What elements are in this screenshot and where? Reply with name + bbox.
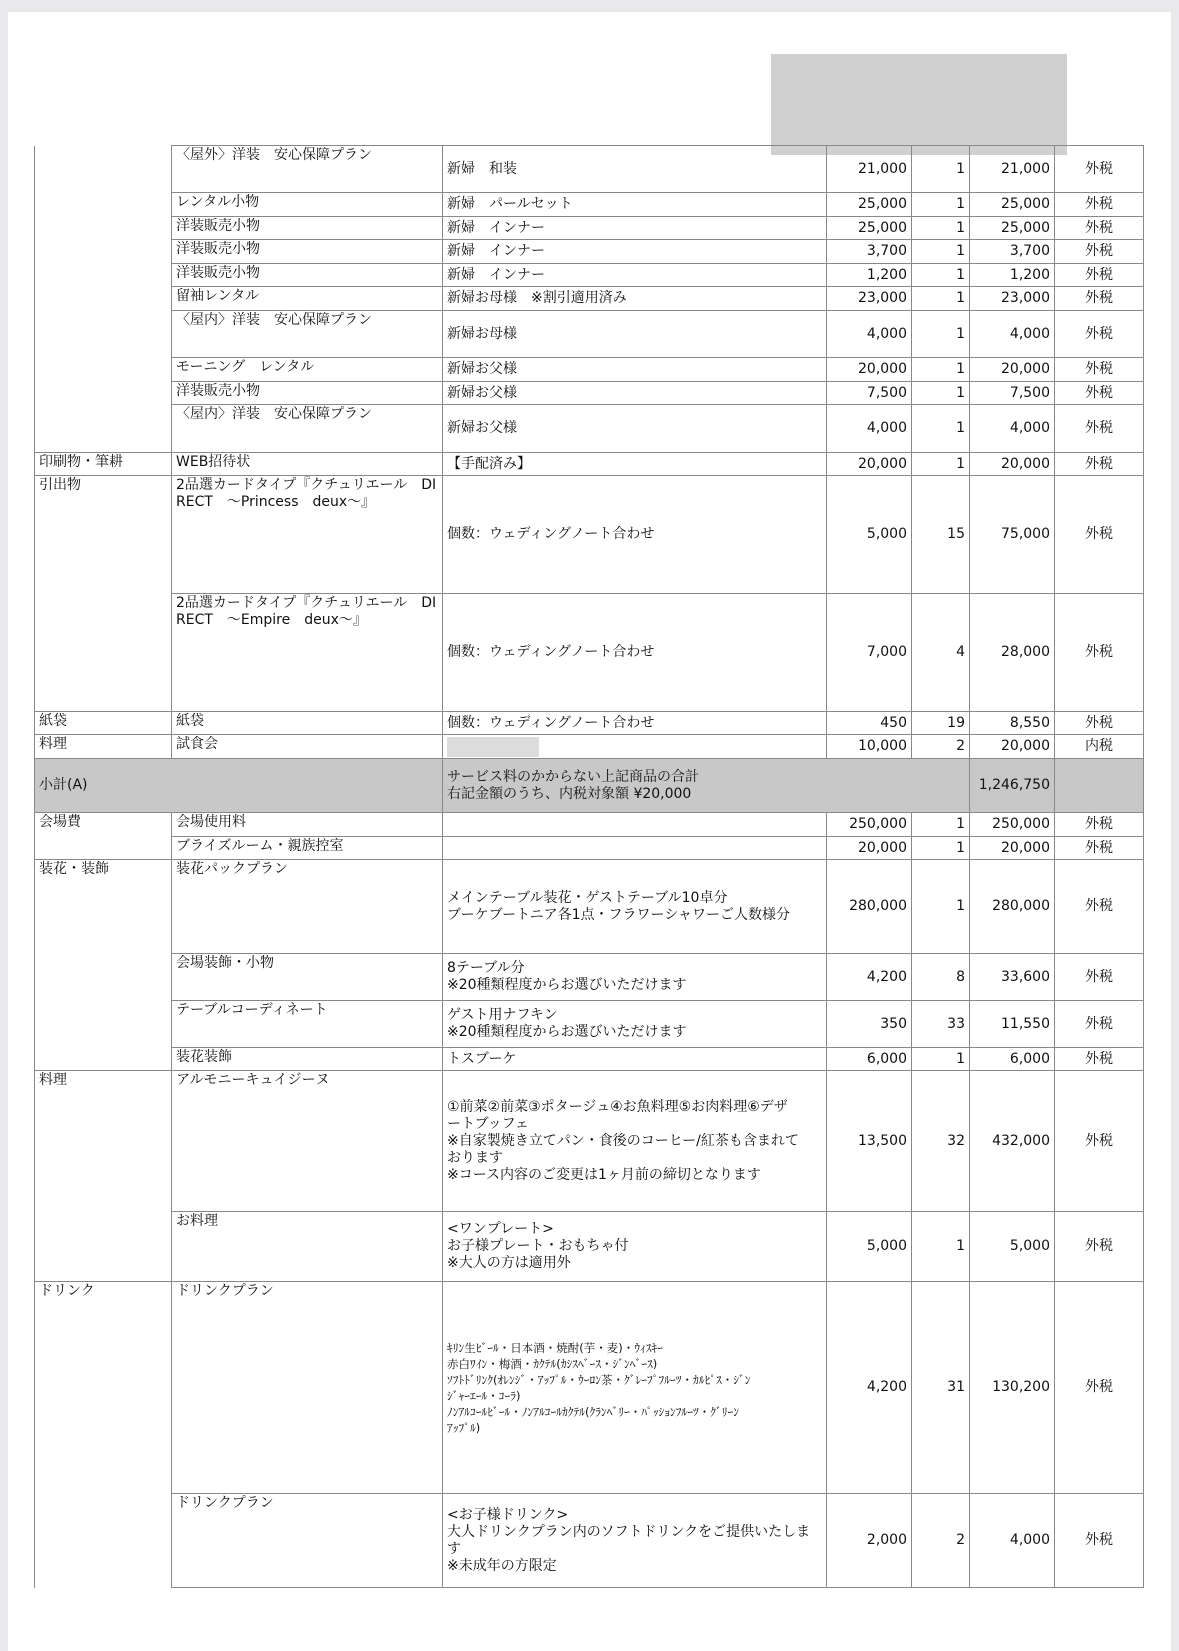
amount-cell: 8,550	[970, 712, 1055, 735]
tax-type-cell: 外税	[1055, 860, 1144, 954]
item-cell: 〈屋内〉洋装 安心保障プラン	[172, 311, 443, 358]
table-row	[35, 1212, 1144, 1282]
quantity-cell: 19	[912, 712, 970, 735]
quantity-cell: 1	[912, 453, 970, 476]
description-cell	[443, 735, 827, 759]
description-cell: ゲスト用ナフキン ※20種類程度からお選びいただけます	[443, 1001, 827, 1048]
description-cell: 新婦お母様	[443, 311, 827, 358]
table-row	[35, 311, 1144, 358]
item-cell: 洋装販売小物	[172, 217, 443, 240]
description-cell: <ワンプレート> お子様プレート・おもちゃ付 ※大人の方は適用外	[443, 1212, 827, 1282]
category-cell: 印刷物・筆耕	[35, 453, 172, 476]
category-cell: 紙袋	[35, 712, 172, 735]
item-cell: 洋装販売小物	[172, 264, 443, 287]
category-cell: 料理	[35, 735, 172, 759]
category-cell: ドリンク	[35, 1282, 172, 1588]
table-row	[35, 735, 1144, 759]
description-cell: 新婦 和装	[443, 146, 827, 193]
redacted-area	[771, 54, 1067, 155]
unit-price-cell: 21,000	[827, 146, 912, 193]
unit-price-cell: 7,500	[827, 382, 912, 405]
tax-type-cell: 外税	[1055, 594, 1144, 712]
amount-cell: 5,000	[970, 1212, 1055, 1282]
amount-cell: 432,000	[970, 1071, 1055, 1212]
unit-price-cell: 20,000	[827, 358, 912, 382]
item-cell: 装花装飾	[172, 1048, 443, 1071]
description-cell	[443, 813, 827, 837]
estimate-table	[34, 145, 1144, 1588]
amount-cell: 4,000	[970, 1494, 1055, 1588]
unit-price-cell: 20,000	[827, 453, 912, 476]
item-cell: テーブルコーディネート	[172, 1001, 443, 1048]
description-cell: 8テーブル分 ※20種類程度からお選びいただけます	[443, 954, 827, 1001]
item-cell: 2品選カードタイプ『クチュリエール DI RECT ～Empire deux～』	[172, 594, 443, 712]
tax-type-cell: 外税	[1055, 146, 1144, 193]
description-cell: 個数：ウェディングノート合わせ	[443, 594, 827, 712]
unit-price-cell: 7,000	[827, 594, 912, 712]
quantity-cell: 1	[912, 860, 970, 954]
amount-cell: 33,600	[970, 954, 1055, 1001]
unit-price-cell: 4,000	[827, 405, 912, 453]
description-cell: ｷﾘﾝ生ﾋﾞｰﾙ・日本酒・焼酎(芋・麦)・ｳｨｽｷｰ 赤白ﾜｲﾝ・梅酒・ｶｸﾃﾙ(ｶｼｽﾍﾞｰｽ・ｼﾞﾝﾍﾞｰｽ) ｿﾌﾄﾄﾞﾘﾝｸ(ｵﾚﾝｼﾞ・ｱｯﾌﾟﾙ・ｳｰﾛﾝ茶・ｸﾞﾚｰﾌﾟﾌﾙｰﾂ・ｶﾙﾋﾟｽ・ｼﾞﾝ ｼﾞｬｰｴｰﾙ・ｺｰﾗ) ﾉﾝｱﾙｺｰﾙﾋﾞｰﾙ・ﾉﾝｱﾙｺｰﾙｶｸﾃﾙ(ｸﾗﾝﾍﾞﾘｰ・ﾊﾟｯｼｮﾝﾌﾙｰﾂ・ｸﾞﾘｰﾝ ｱｯﾌﾟﾙ)	[443, 1282, 827, 1494]
amount-cell: 6,000	[970, 1048, 1055, 1071]
tax-type-cell: 外税	[1055, 311, 1144, 358]
subtotal-tax-cell	[1055, 759, 1144, 813]
quantity-cell: 1	[912, 358, 970, 382]
category-cell: 料理	[35, 1071, 172, 1282]
unit-price-cell: 20,000	[827, 837, 912, 860]
table-row	[35, 240, 1144, 264]
tax-type-cell: 外税	[1055, 240, 1144, 264]
amount-cell: 1,200	[970, 264, 1055, 287]
item-cell: ブライズルーム・親族控室	[172, 837, 443, 860]
description-cell: 新婦 インナー	[443, 217, 827, 240]
tax-type-cell: 外税	[1055, 264, 1144, 287]
table-row	[35, 217, 1144, 240]
item-cell: アルモニーキュイジーヌ	[172, 1071, 443, 1212]
item-cell: 装花パックプラン	[172, 860, 443, 954]
description-cell: 新婦お父様	[443, 358, 827, 382]
quantity-cell: 31	[912, 1282, 970, 1494]
amount-cell: 25,000	[970, 217, 1055, 240]
tax-type-cell: 外税	[1055, 287, 1144, 311]
category-cell: 装花・装飾	[35, 860, 172, 1071]
tax-type-cell: 外税	[1055, 405, 1144, 453]
unit-price-cell: 5,000	[827, 476, 912, 594]
amount-cell: 7,500	[970, 382, 1055, 405]
description-cell: 新婦お父様	[443, 405, 827, 453]
amount-cell: 20,000	[970, 453, 1055, 476]
item-cell: 会場装飾・小物	[172, 954, 443, 1001]
unit-price-cell: 23,000	[827, 287, 912, 311]
quantity-cell: 1	[912, 837, 970, 860]
table-row	[35, 837, 1144, 860]
quantity-cell: 1	[912, 1048, 970, 1071]
unit-price-cell: 4,200	[827, 1282, 912, 1494]
amount-cell: 130,200	[970, 1282, 1055, 1494]
quantity-cell: 2	[912, 735, 970, 759]
unit-price-cell: 4,200	[827, 954, 912, 1001]
tax-type-cell: 外税	[1055, 954, 1144, 1001]
unit-price-cell: 25,000	[827, 193, 912, 217]
quantity-cell: 1	[912, 146, 970, 193]
item-cell: お料理	[172, 1212, 443, 1282]
table-row	[35, 594, 1144, 712]
quantity-cell: 1	[912, 1212, 970, 1282]
table-row	[35, 1048, 1144, 1071]
description-cell: 個数：ウェディングノート合わせ	[443, 712, 827, 735]
item-cell: 〈屋内〉洋装 安心保障プラン	[172, 405, 443, 453]
tax-type-cell: 外税	[1055, 1494, 1144, 1588]
tax-type-cell: 外税	[1055, 712, 1144, 735]
quantity-cell: 2	[912, 1494, 970, 1588]
unit-price-cell: 13,500	[827, 1071, 912, 1212]
table-row	[35, 287, 1144, 311]
quantity-cell: 1	[912, 287, 970, 311]
tax-type-cell: 外税	[1055, 476, 1144, 594]
unit-price-cell: 450	[827, 712, 912, 735]
item-cell: 試食会	[172, 735, 443, 759]
item-cell: ドリンクプラン	[172, 1282, 443, 1494]
quantity-cell: 8	[912, 954, 970, 1001]
item-cell: モーニング レンタル	[172, 358, 443, 382]
tax-type-cell: 外税	[1055, 382, 1144, 405]
item-cell: レンタル小物	[172, 193, 443, 217]
description-cell: メインテーブル装花・ゲストテーブル10卓分 ブーケブートニア各1点・フラワーシャワーご人数様分	[443, 860, 827, 954]
table-row	[35, 264, 1144, 287]
category-cell: 引出物	[35, 476, 172, 712]
subtotal-label: 小計(A)	[35, 759, 443, 813]
table-row	[35, 1071, 1144, 1212]
item-cell: ドリンクプラン	[172, 1494, 443, 1588]
tax-type-cell: 外税	[1055, 453, 1144, 476]
table-row	[35, 476, 1144, 594]
quantity-cell: 1	[912, 217, 970, 240]
table-row	[35, 1494, 1144, 1588]
quantity-cell: 1	[912, 264, 970, 287]
tax-type-cell: 外税	[1055, 1212, 1144, 1282]
item-cell: WEB招待状	[172, 453, 443, 476]
amount-cell: 3,700	[970, 240, 1055, 264]
table-row	[35, 712, 1144, 735]
table-row	[35, 382, 1144, 405]
item-cell: 〈屋外〉洋装 安心保障プラン	[172, 146, 443, 193]
amount-cell: 250,000	[970, 813, 1055, 837]
amount-cell: 25,000	[970, 193, 1055, 217]
amount-cell: 20,000	[970, 358, 1055, 382]
table-row	[35, 1001, 1144, 1048]
quantity-cell: 15	[912, 476, 970, 594]
category-cell: 会場費	[35, 813, 172, 860]
item-cell: 洋装販売小物	[172, 240, 443, 264]
item-cell: 紙袋	[172, 712, 443, 735]
amount-cell: 11,550	[970, 1001, 1055, 1048]
unit-price-cell: 25,000	[827, 217, 912, 240]
item-cell: 会場使用料	[172, 813, 443, 837]
description-cell: 新婦 インナー	[443, 264, 827, 287]
tax-type-cell: 外税	[1055, 1048, 1144, 1071]
table-row	[35, 954, 1144, 1001]
amount-cell: 21,000	[970, 146, 1055, 193]
amount-cell: 75,000	[970, 476, 1055, 594]
tax-type-cell: 外税	[1055, 1001, 1144, 1048]
description-cell: 新婦お父様	[443, 382, 827, 405]
quantity-cell: 1	[912, 382, 970, 405]
quantity-cell: 1	[912, 193, 970, 217]
tax-type-cell: 内税	[1055, 735, 1144, 759]
table-row	[35, 1282, 1144, 1494]
redacted-text	[447, 737, 539, 757]
unit-price-cell: 5,000	[827, 1212, 912, 1282]
description-cell: <お子様ドリンク> 大人ドリンクプラン内のソフトドリンクをご提供いたします ※未成年の方限定	[443, 1494, 827, 1588]
quantity-cell: 32	[912, 1071, 970, 1212]
unit-price-cell: 3,700	[827, 240, 912, 264]
table-row	[35, 860, 1144, 954]
quantity-cell: 33	[912, 1001, 970, 1048]
amount-cell: 4,000	[970, 311, 1055, 358]
quantity-cell: 1	[912, 813, 970, 837]
table-row	[35, 146, 1144, 193]
tax-type-cell: 外税	[1055, 217, 1144, 240]
tax-type-cell: 外税	[1055, 813, 1144, 837]
tax-type-cell: 外税	[1055, 1071, 1144, 1212]
unit-price-cell: 350	[827, 1001, 912, 1048]
amount-cell: 23,000	[970, 287, 1055, 311]
description-cell: 新婦お母様 ※割引適用済み	[443, 287, 827, 311]
unit-price-cell: 10,000	[827, 735, 912, 759]
amount-cell: 20,000	[970, 735, 1055, 759]
description-cell: 新婦 パールセット	[443, 193, 827, 217]
description-cell: 新婦 インナー	[443, 240, 827, 264]
description-cell	[443, 837, 827, 860]
amount-cell: 4,000	[970, 405, 1055, 453]
description-cell: 個数：ウェディングノート合わせ	[443, 476, 827, 594]
table-row	[35, 358, 1144, 382]
amount-cell: 20,000	[970, 837, 1055, 860]
unit-price-cell: 6,000	[827, 1048, 912, 1071]
description-cell: トスブーケ	[443, 1048, 827, 1071]
tax-type-cell: 外税	[1055, 358, 1144, 382]
table-row	[35, 405, 1144, 453]
tax-type-cell: 外税	[1055, 1282, 1144, 1494]
quantity-cell: 4	[912, 594, 970, 712]
quantity-cell: 1	[912, 311, 970, 358]
description-cell: 【手配済み】	[443, 453, 827, 476]
subtotal-note: サービス料のかからない上記商品の合計 右記金額のうち、内税対象額 ¥20,000	[443, 759, 970, 813]
quantity-cell: 1	[912, 240, 970, 264]
quantity-cell: 1	[912, 405, 970, 453]
item-cell: 洋装販売小物	[172, 382, 443, 405]
table-row	[35, 813, 1144, 837]
unit-price-cell: 280,000	[827, 860, 912, 954]
category-cell	[35, 146, 172, 453]
tax-type-cell: 外税	[1055, 193, 1144, 217]
item-cell: 2品選カードタイプ『クチュリエール DI RECT ～Princess deux～』	[172, 476, 443, 594]
unit-price-cell: 1,200	[827, 264, 912, 287]
tax-type-cell: 外税	[1055, 837, 1144, 860]
table-row	[35, 193, 1144, 217]
amount-cell: 28,000	[970, 594, 1055, 712]
table-row	[35, 453, 1144, 476]
amount-cell: 280,000	[970, 860, 1055, 954]
unit-price-cell: 2,000	[827, 1494, 912, 1588]
subtotal-row	[35, 759, 1144, 813]
unit-price-cell: 4,000	[827, 311, 912, 358]
unit-price-cell: 250,000	[827, 813, 912, 837]
description-cell: ①前菜②前菜③ポタージュ④お魚料理⑤お肉料理⑥デザ ートブッフェ ※自家製焼き立てパン・食後のコーヒー/紅茶も含まれて おります ※コース内容のご変更は1ヶ月前の締切となります	[443, 1071, 827, 1212]
item-cell: 留袖レンタル	[172, 287, 443, 311]
subtotal-amount: 1,246,750	[970, 759, 1055, 813]
